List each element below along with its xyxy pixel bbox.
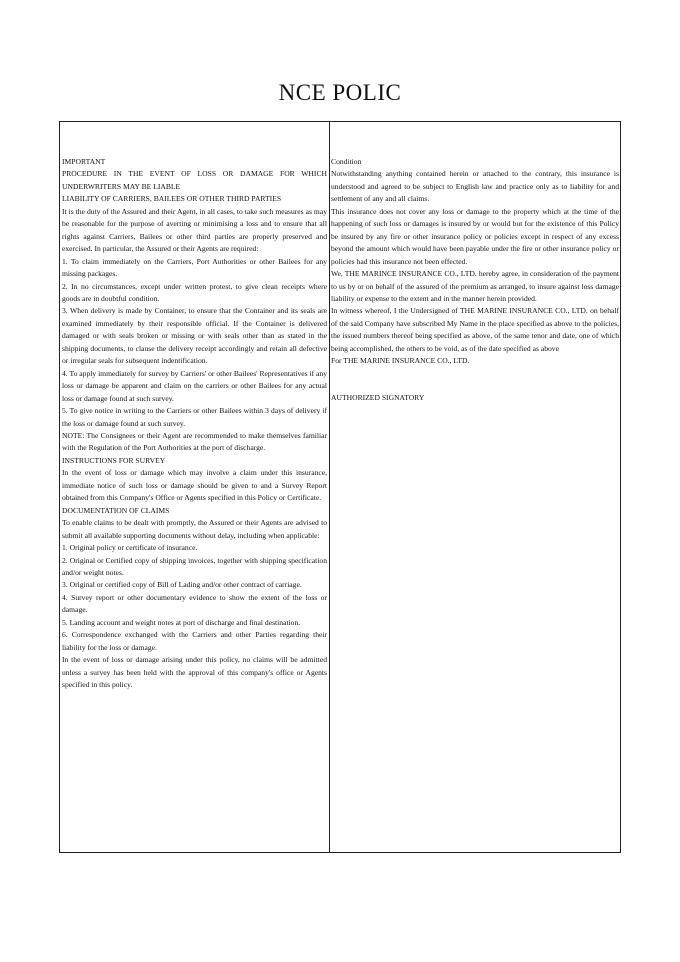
authorized-signatory-label: AUTHORIZED SIGNATORY xyxy=(331,392,425,402)
left-item-3: 3. When delivery is made by Container, to ensure that the Container and its seals are examined immediately by their responsible official. If the Container is delivered damaged or with seals broken or missing or with seals other than as stated in the shipping documents, to clause the delivery receipt accordingly and retain all defective or irregular seals for subsequent indentification. xyxy=(62,306,327,366)
left-column xyxy=(62,156,327,691)
left-heading-important: IMPORTANT xyxy=(62,157,106,166)
right-column xyxy=(331,156,619,404)
right-paragraph-english-law: Notwithstanding anything contained herein or attached to the contrary, this insurance is understood and agreed to be subject to English law and practice only as to liability for and settlement of any and all claims. xyxy=(331,169,619,204)
right-paragraph-witness: In witness whereof, I the Undersigned of THE MARINE INSURANCE CO., LTD. on behalf of the said Company have subscribed My Name in the place specified as above to the policies, the issued numbers thereof being specified as above, of the same tenor and date, one of which being accomplished, the others to be void, as of the date specified as above xyxy=(331,306,619,353)
right-paragraph-fire-exclusion: This insurance does not cover any loss or damage to the property which at the time of the happening of such loss or damages is insured by or would but for the existence of this Policy be insured by any fire or other insurance policy or policies except in respect of any excess beyond the amount which would have been payable under the fire or other insurance policy or policies had this insurance not been effected. xyxy=(331,206,619,266)
right-paragraph-agreement: We, THE MARINCE INSURANCE CO., LTD. hereby agree, in consideration of the payment to us by or on behalf of the assured of the premium as arranged, to insure against loss damage liability or expense to the extent and in the manner herein provided. xyxy=(331,269,619,303)
column-divider xyxy=(329,122,330,852)
left-note: NOTE: The Consignees or their Agent are recommended to make themselves familiar with the Regulation of the Port Authorities at the port of discharge. xyxy=(62,430,327,453)
left-doc-item-5: 5. Landing account and weight notes at port of discharge and final destination. xyxy=(62,617,301,627)
right-heading-condition: Condition xyxy=(331,157,362,166)
signature-spacer xyxy=(331,368,619,392)
left-item-4: 4. To apply immediately for survey by Carriers' or other Bailees' Representatives if any loss or damage be apparent and claim on the carriers or other Bailees for any actual loss or damage found at such survey. xyxy=(62,368,327,403)
left-doc-item-6: 6. Correspondence exchanged with the Carriers and other Parties regarding their liability for the loss or damage. xyxy=(62,630,327,652)
left-item-5: 5. To give notice in writing to the Carriers or other Bailees within 3 days of delivery if the loss or damage found at such survey. xyxy=(62,406,327,428)
left-doc-item-1: 1. Original policy or certificate of insurance. xyxy=(62,543,198,553)
left-paragraph-documentation: To enable claims to be dealt with promptly, the Assured or their Agents are advised to submit all available supporting documents without delay, including when applicable: xyxy=(62,518,327,540)
left-paragraph-claims: In the event of loss or damage arising under this policy, no claims will be admitted unless a survey has been held with the approval of this company's office or Agents specified in this policy. xyxy=(62,655,327,690)
left-heading-documentation: DOCUMENTATION OF CLAIMS xyxy=(62,505,170,515)
left-item-2: 2. In no circumstances, except under written protest, to give clean receipts where goods are in doubtful condition. xyxy=(62,281,327,303)
left-paragraph-duty: It is the duty of the Assured and their Agent, in all cases, to take such measures as may be reasonable for the purpose of averting or minimising a loss and to ensure that all rights against Carriers, Bailees or other third parties are properly preserved and exercised. In particular, the Assured or their Agents are required: xyxy=(62,206,327,254)
left-doc-item-4: 4. Survey report or other documentary evidence to show the extent of the loss or damage. xyxy=(62,592,327,615)
page-title: NCE POLIC xyxy=(278,80,402,105)
left-item-1: 1. To claim immediately on the Carriers, Port Authorities or other Bailees for any missing packages. xyxy=(62,256,327,279)
left-heading-survey: INSTRUCTIONS FOR SURVEY xyxy=(62,455,166,465)
left-doc-item-3: 3. Original or certified copy of Bill of Lading and/or other contract of carriage. xyxy=(62,580,302,590)
left-heading-liability: LIABILITY OF CARRIERS, BAILEES OR OTHER THIRD PARTIES xyxy=(62,194,282,204)
right-company-line: For THE MARINE INSURANCE CO., LTD. xyxy=(331,356,470,366)
left-heading-procedure: PROCEDURE IN THE EVENT OF LOSS OR DAMAGE FOR WHICH UNDERWRITERS MAY BE LIABLE xyxy=(62,169,327,191)
policy-frame xyxy=(59,121,621,853)
left-paragraph-survey: In the event of loss or damage which may involve a claim under this insurance, immediate notice of such loss or damage should be given to and a Survey Report obtained from this Company's Office or Agents specified in this Policy or Certificate. xyxy=(62,468,327,503)
left-doc-item-2: 2. Original or Certified copy of shipping invoices, together with shipping specification and/or weight notes. xyxy=(62,555,327,577)
